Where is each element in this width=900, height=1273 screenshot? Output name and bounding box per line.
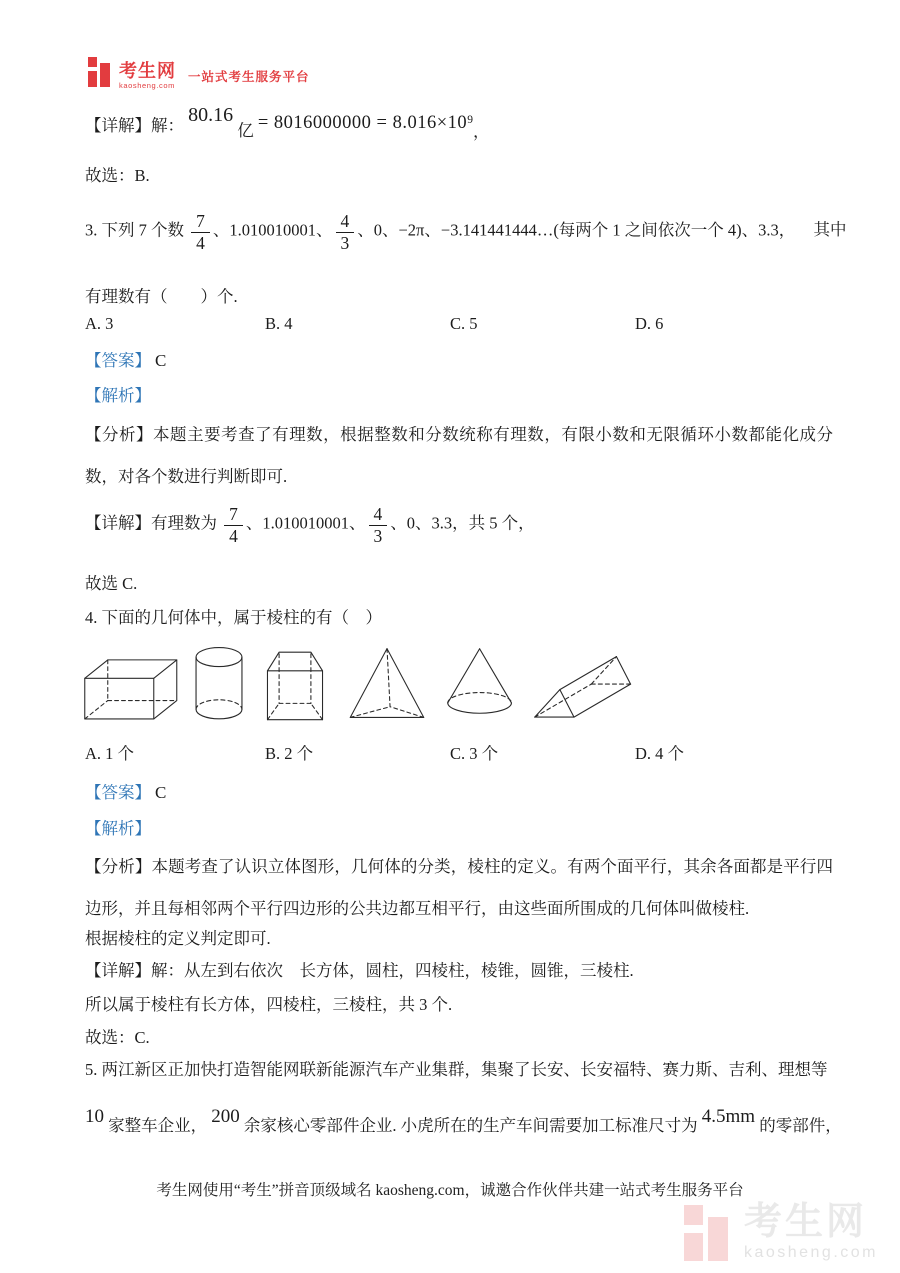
q4-analysis-label: 【解析】 [85, 819, 151, 838]
q2-unit: 亿 [237, 121, 254, 140]
q2-detail-label: 【详解】解： [85, 116, 184, 135]
q4-answer-line [85, 779, 166, 803]
q5-seg1: 家整车企业， [108, 1116, 208, 1135]
brand-name: 考生网 [119, 60, 176, 81]
q3-stem-tail: 其中 [813, 220, 847, 240]
q5-number-200: 200 [211, 1106, 240, 1127]
brand-tagline: 一站式考生服务平台 [188, 70, 310, 84]
q3-option-b: B. 4 [265, 314, 293, 333]
q3-option-d: D. 6 [635, 314, 664, 333]
pyramid-figure [344, 644, 430, 722]
q2-exponent: 9 [467, 114, 473, 126]
brand-domain: kaosheng.com [119, 80, 175, 90]
q4-analysis-tag: 【分析】 [85, 857, 152, 876]
q4-figures-row [80, 640, 660, 722]
q5-number-10: 10 [85, 1106, 104, 1127]
q4-answer-value: C [155, 783, 167, 802]
footer-text: 考生网使用“考生”拼音顶级域名 kaosheng.com，诚邀合作伙伴共建一站式考生服务平台 [156, 1182, 744, 1199]
q4-detail-line2: 所以属于棱柱有长方体，四棱柱，三棱柱，共 3 个. [85, 995, 453, 1014]
q5-seg2: 余家核心零部件企业. 小虎所在的生产车间需要加工标准尺寸为 [243, 1116, 698, 1135]
q3-stem-mid1: 、1.010010001、 [212, 220, 333, 240]
fraction-4-3: $\frac{4}{3}$ [369, 505, 388, 547]
q4-conclusion: 故选：C. [85, 1028, 150, 1047]
brand-logo-icon [88, 55, 114, 89]
q3-stem-line2: 有理数有（ ）个. [85, 287, 238, 306]
q3-options [85, 314, 830, 338]
q5-seg3: 的零部件， [759, 1116, 842, 1135]
square-prism-figure [258, 646, 332, 722]
watermark-brand: 考生网 [743, 1201, 867, 1243]
q5-stem-line2 [85, 1106, 842, 1137]
q3-detail-tag: 【详解】 [85, 513, 151, 533]
watermark-logo-icon [684, 1203, 736, 1263]
q3-option-a: A. 3 [85, 314, 114, 333]
q4-stem: 4. 下面的几何体中，属于棱柱的有（ ） [85, 608, 382, 627]
q4-answer-label: 【答案】 [85, 783, 151, 802]
q3-detail-mid1: 、1.010010001、 [245, 513, 366, 533]
q3-option-c: C. 5 [450, 314, 478, 333]
q4-option-b: B. 2 个 [265, 744, 314, 763]
q4-analysis-text: 本题考查了认识立体图形，几何体的分类，棱柱的定义。有两个面平行，其余各面都是平行四边形，并且每相邻两个平行四边形的公共边都互相平行，由这些面所围成的几何体叫做棱柱. [85, 857, 833, 918]
q4-analysis-line2: 根据棱柱的定义判定即可. [85, 929, 271, 948]
cone-figure [442, 644, 518, 722]
q5-stem-line1: 5. 两江新区正加快打造智能网联新能源汽车产业集群，集聚了长安、长安福特、赛力斯、吉利、理想等 [85, 1060, 828, 1079]
q3-analysis-paragraph [85, 414, 833, 498]
q4-detail-line1 [85, 957, 634, 981]
q3-analysis-tag: 【分析】 [85, 425, 154, 444]
q4-option-a: A. 1 个 [85, 744, 135, 763]
q2-equation: = 8016000000 = 8.016×10 [257, 113, 468, 133]
header-logo [88, 55, 310, 89]
q4-option-d: D. 4 个 [635, 744, 685, 763]
q4-detail-tag: 【详解】 [85, 961, 151, 980]
fraction-7-4: $\frac{7}{4}$ [191, 212, 210, 254]
q3-detail-prefix: 有理数为 [151, 513, 217, 533]
q4-analysis-paragraph [85, 846, 833, 930]
watermark-logo [684, 1203, 878, 1263]
q3-conclusion: 故选 C. [85, 574, 138, 593]
q5-number-4-5mm: 4.5mm [701, 1106, 756, 1127]
cylinder-figure [192, 646, 246, 722]
q3-analysis-label: 【解析】 [85, 386, 151, 405]
q3-stem-prefix: 3. 下列 7 个数 [85, 220, 184, 240]
q2-comma: ， [472, 122, 490, 141]
q4-option-c: C. 3 个 [450, 744, 499, 763]
q3-detail-line [85, 505, 535, 547]
q3-answer-line [85, 347, 166, 371]
fraction-7-4: $\frac{7}{4}$ [224, 505, 243, 547]
q3-answer-label: 【答案】 [85, 351, 151, 370]
cuboid-figure [80, 653, 180, 722]
q3-stem-mid2: 、0、−2π、−3.141441444…(每两个 1 之间依次一个 4)、3.3， [357, 220, 796, 240]
q3-detail-mid2: 、0、3.3，共 5 个， [390, 513, 535, 533]
triangular-prism-figure [530, 647, 640, 722]
watermark-domain: kaosheng.com [743, 1244, 878, 1261]
q3-analysis-text: 本题主要考查了有理数，根据整数和分数统称有理数，有限小数和无限循环小数都能化成分数，对各个数进行判断即可. [85, 425, 834, 486]
q3-answer-value: C [155, 351, 167, 370]
fraction-4-3: $\frac{4}{3}$ [336, 212, 355, 254]
q4-detail-text: 解：从左到右依次 长方体，圆柱，四棱柱，棱锥，圆锥，三棱柱. [151, 961, 634, 980]
q2-conclusion: 故选：B. [85, 166, 150, 185]
q4-options [85, 740, 830, 764]
q2-value: 80.16 [188, 104, 234, 126]
q2-detail-line [85, 104, 490, 141]
q3-stem [85, 212, 846, 254]
